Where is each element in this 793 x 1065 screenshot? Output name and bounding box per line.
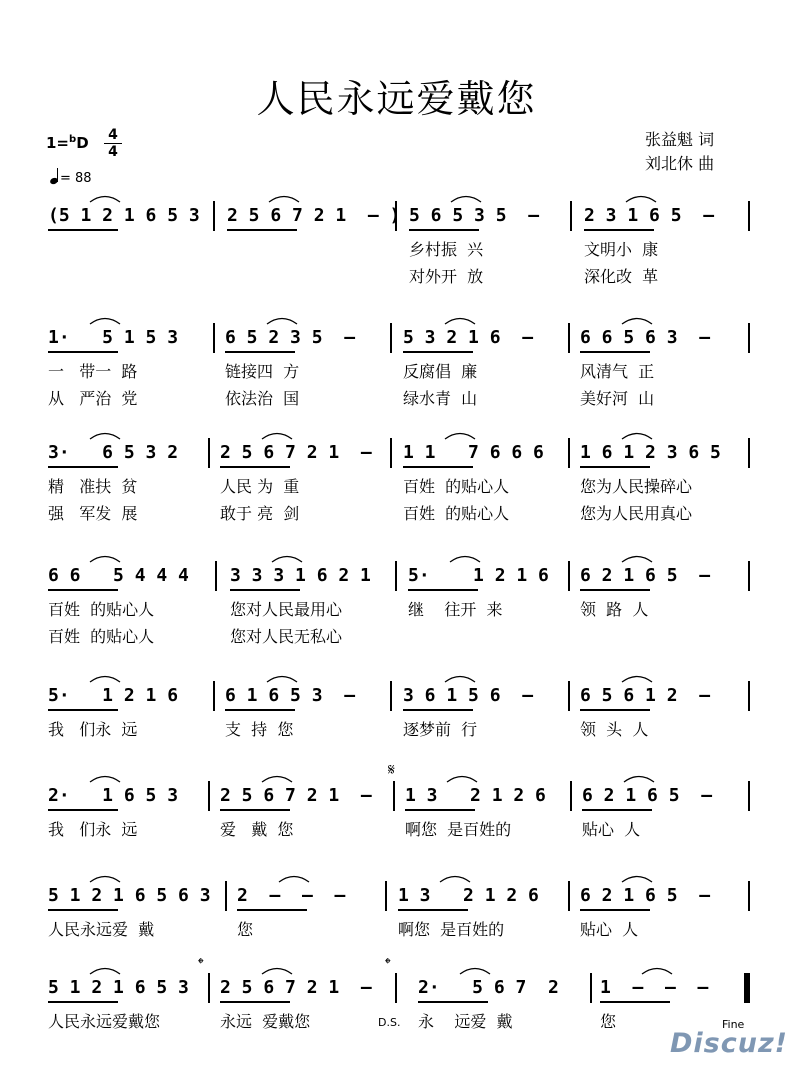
beam-underline — [403, 709, 473, 711]
flat-sign: b — [69, 134, 77, 145]
measure-notes: 5 1 2 1 6 5 3 — [48, 977, 189, 998]
slur-arc — [88, 315, 122, 325]
lyric-line-2: 强 军发 展 — [48, 504, 138, 523]
composer-credit: 刘北休 曲 — [645, 154, 715, 173]
lyric-line-1: 领 头 人 — [580, 720, 649, 739]
beam-underline — [48, 909, 118, 911]
quarter-note-icon — [50, 168, 60, 184]
measure-notes: 1 – – – — [600, 977, 709, 998]
segno-mark: 𝄋 — [388, 760, 395, 779]
bar-line — [390, 438, 392, 468]
measure-notes: 6 2 1 6 5 – — [580, 885, 711, 906]
slur-arc — [267, 193, 301, 203]
measure-notes: 2 5 6 7 2 1 – ) — [227, 205, 401, 226]
slur-arc — [624, 193, 658, 203]
measure-notes: 1 3 2 1 2 6 — [405, 785, 546, 806]
bar-line — [748, 881, 750, 911]
beam-underline — [48, 809, 118, 811]
measure-notes: 1· 5 1 5 3 — [48, 327, 179, 348]
beam-underline — [418, 1001, 488, 1003]
bar-line — [213, 201, 215, 231]
measure-notes: 6 2 1 6 5 – — [582, 785, 713, 806]
beam-underline — [409, 229, 479, 231]
measure-notes: 6 1 6 5 3 – — [225, 685, 356, 706]
lyric-line-1: 一 带一 路 — [48, 362, 138, 381]
lyric-line-1: 人民永远爱 戴 — [48, 920, 155, 939]
lyric-line-1: 您 — [237, 920, 254, 939]
measure-notes: 5· 1 2 1 6 — [408, 565, 549, 586]
beam-underline — [220, 466, 290, 468]
slur-arc — [88, 673, 122, 683]
lyric-line-1: 啊您 是百姓的 — [405, 820, 512, 839]
bar-line — [208, 973, 210, 1003]
beam-underline — [225, 351, 295, 353]
watermark: Discuz! — [670, 1028, 788, 1059]
key-prefix: 1= — [46, 134, 70, 152]
song-title: 人民永远爱戴您 — [256, 77, 537, 121]
lyric-line-1: 我 们永 远 — [48, 720, 138, 739]
slur-arc — [88, 430, 122, 440]
measure-notes: 1 1 7 6 6 6 — [403, 442, 544, 463]
lyric-line-1: 支 持 您 — [225, 720, 294, 739]
lyric-line-1: 爱 戴 您 — [220, 820, 294, 839]
bar-line — [570, 781, 572, 811]
slur-arc — [620, 873, 654, 883]
bar-line — [568, 323, 570, 353]
lyric-line-2: 美好河 山 — [580, 389, 655, 408]
beam-underline — [48, 229, 118, 231]
slur-arc — [443, 315, 477, 325]
beam-underline — [220, 809, 290, 811]
slur-arc — [438, 873, 472, 883]
beam-underline — [227, 229, 297, 231]
measure-notes: 6 5 2 3 5 – — [225, 327, 356, 348]
lyric-line-2: 依法治 国 — [225, 389, 300, 408]
slur-arc — [445, 773, 479, 783]
slur-arc — [620, 673, 654, 683]
lyric-line-1: 贴心 人 — [580, 920, 639, 939]
bar-line — [748, 323, 750, 353]
slur-arc — [458, 965, 492, 975]
beam-underline — [405, 809, 475, 811]
slur-arc — [88, 873, 122, 883]
lyric-line-1: 乡村振 兴 — [409, 240, 484, 259]
measure-notes: 2 – – – — [237, 885, 346, 906]
beam-underline — [403, 351, 473, 353]
measure-notes: 2· 1 6 5 3 — [48, 785, 179, 806]
bar-line — [225, 881, 227, 911]
lyric-line-1: 啊您 是百姓的 — [398, 920, 505, 939]
lyric-line-2: 绿水青 山 — [403, 389, 478, 408]
slur-arc — [260, 773, 294, 783]
slur-arc — [260, 430, 294, 440]
beam-underline — [580, 589, 650, 591]
ds-mark: D.S. — [378, 1016, 401, 1029]
lyric-line-2: 对外开 放 — [409, 267, 484, 286]
slur-arc — [443, 673, 477, 683]
lyric-line-1: 永远 爱戴您 — [220, 1012, 311, 1031]
slur-arc — [620, 315, 654, 325]
slur-arc — [622, 773, 656, 783]
bar-line — [385, 881, 387, 911]
lyric-line-2: 您为人民用真心 — [580, 504, 693, 523]
lyric-line-1: 人民 为 重 — [220, 477, 300, 496]
lyric-line-1: 精 准扶 贫 — [48, 477, 138, 496]
lyric-line-1: 风清气 正 — [580, 362, 655, 381]
measure-notes: 6 6 5 4 4 4 — [48, 565, 189, 586]
measure-notes: 2· 5 6 7 2 — [418, 977, 559, 998]
beam-underline — [580, 466, 650, 468]
bar-line — [208, 438, 210, 468]
measure-notes: 5 3 2 1 6 – — [403, 327, 534, 348]
bar-line — [395, 561, 397, 591]
bar-line — [748, 973, 750, 1003]
bar-line — [748, 438, 750, 468]
lyric-line-2: 百姓 的贴心人 — [48, 627, 155, 646]
bar-line — [568, 881, 570, 911]
bar-line — [568, 561, 570, 591]
measure-notes: 3 3 3 1 6 2 1 — [230, 565, 371, 586]
beam-underline — [48, 466, 118, 468]
bar-line — [390, 323, 392, 353]
lyric-line-1: 领 路 人 — [580, 600, 649, 619]
lyric-line-1: 文明小 康 — [584, 240, 659, 259]
bar-line — [590, 973, 592, 1003]
coda-mark-2: 𝄌 — [385, 954, 391, 973]
beam-underline — [48, 351, 118, 353]
fine-mark: Fine — [722, 1018, 745, 1031]
lyric-line-1: 继 往开 来 — [408, 600, 503, 619]
bar-line — [570, 201, 572, 231]
slur-arc — [449, 193, 483, 203]
bar-line — [208, 781, 210, 811]
lyric-line-2: 敢于 亮 剑 — [220, 504, 300, 523]
lyric-line-2: 深化改 革 — [584, 267, 659, 286]
key-signature — [46, 134, 89, 152]
measure-notes: (5 1 2 1 6 5 3 — [48, 205, 200, 226]
measure-notes: 2 5 6 7 2 1 – — [220, 977, 372, 998]
lyric-line-1: 永 远爱 戴 — [418, 1012, 513, 1031]
lyric-line-2: 从 严治 党 — [48, 389, 138, 408]
measure-notes: 2 3 1 6 5 – — [584, 205, 715, 226]
measure-notes: 6 6 5 6 3 – — [580, 327, 711, 348]
beam-underline — [225, 709, 295, 711]
beam-underline — [584, 229, 654, 231]
measure-notes: 1 6 1 2 3 6 5 — [580, 442, 721, 463]
slur-arc — [88, 193, 122, 203]
measure-notes: 2 5 6 7 2 1 – — [220, 442, 372, 463]
beam-underline — [582, 809, 652, 811]
lyric-line-1: 人民永远爱戴您 — [48, 1012, 161, 1031]
bar-line — [213, 681, 215, 711]
bar-line — [748, 681, 750, 711]
time-bottom: 4 — [108, 144, 118, 160]
beam-underline — [48, 709, 118, 711]
measure-notes: 5· 1 2 1 6 — [48, 685, 179, 706]
beam-underline — [600, 1001, 670, 1003]
slur-arc — [260, 965, 294, 975]
measure-notes: 6 2 1 6 5 – — [580, 565, 711, 586]
measure-notes: 2 5 6 7 2 1 – — [220, 785, 372, 806]
measure-notes: 1 3 2 1 2 6 — [398, 885, 539, 906]
measure-notes: 6 5 6 1 2 – — [580, 685, 711, 706]
slur-arc — [265, 673, 299, 683]
bar-line — [568, 438, 570, 468]
lyric-line-1: 您对人民最用心 — [230, 600, 343, 619]
beam-underline — [237, 909, 307, 911]
slur-arc — [448, 553, 482, 563]
tempo-value: = 88 — [60, 171, 92, 186]
slur-arc — [270, 553, 304, 563]
lyric-line-2: 百姓 的贴心人 — [403, 504, 510, 523]
tempo-mark — [50, 168, 92, 186]
bar-line — [215, 561, 217, 591]
beam-underline — [408, 589, 478, 591]
beam-underline — [580, 709, 650, 711]
slur-arc — [265, 315, 299, 325]
slur-arc — [88, 965, 122, 975]
final-bar-line — [744, 973, 748, 1003]
bar-line — [213, 323, 215, 353]
lyric-line-1: 百姓 的贴心人 — [48, 600, 155, 619]
measure-notes: 5 1 2 1 6 5 6 3 — [48, 885, 211, 906]
lyricist-credit: 张益魁 词 — [645, 130, 715, 149]
slur-arc — [277, 873, 311, 883]
slur-arc — [640, 965, 674, 975]
lyric-line-1: 您 — [600, 1012, 617, 1031]
beam-underline — [398, 909, 468, 911]
lyric-line-1: 您为人民操碎心 — [580, 477, 693, 496]
bar-line — [748, 781, 750, 811]
bar-line — [568, 681, 570, 711]
lyric-line-2: 您对人民无私心 — [230, 627, 343, 646]
beam-underline — [580, 351, 650, 353]
coda-mark-1: 𝄌 — [198, 954, 204, 973]
beam-underline — [580, 909, 650, 911]
slur-arc — [620, 430, 654, 440]
slur-arc — [88, 553, 122, 563]
bar-line — [395, 973, 397, 1003]
time-top: 4 — [108, 127, 118, 143]
bar-line — [748, 561, 750, 591]
beam-underline — [230, 589, 300, 591]
bar-line — [390, 681, 392, 711]
key-note: D — [76, 134, 89, 152]
lyric-line-1: 链接四 方 — [225, 362, 300, 381]
slur-arc — [88, 773, 122, 783]
measure-notes: 3 6 1 5 6 – — [403, 685, 534, 706]
slur-arc — [620, 553, 654, 563]
slur-arc — [443, 430, 477, 440]
bar-line — [393, 781, 395, 811]
lyric-line-1: 逐梦前 行 — [403, 720, 478, 739]
lyric-line-1: 反腐倡 廉 — [403, 362, 478, 381]
beam-underline — [48, 1001, 118, 1003]
beam-underline — [403, 466, 473, 468]
measure-notes: 5 6 5 3 5 – — [409, 205, 540, 226]
measure-notes: 3· 6 5 3 2 — [48, 442, 179, 463]
lyric-line-1: 百姓 的贴心人 — [403, 477, 510, 496]
lyric-line-1: 贴心 人 — [582, 820, 641, 839]
lyric-line-1: 我 们永 远 — [48, 820, 138, 839]
bar-line — [748, 201, 750, 231]
beam-underline — [48, 589, 118, 591]
time-signature — [104, 128, 122, 159]
beam-underline — [220, 1001, 290, 1003]
